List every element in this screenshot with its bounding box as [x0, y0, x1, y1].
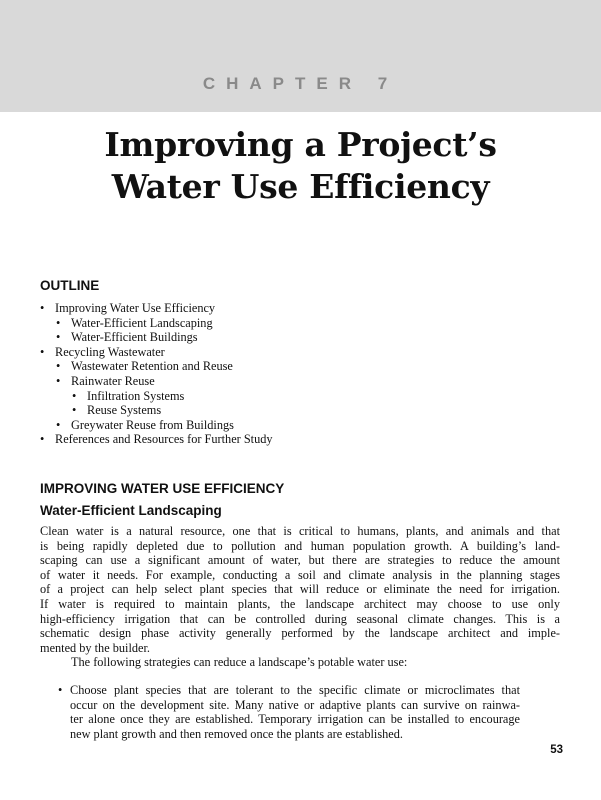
bullet-icon: •	[72, 388, 77, 403]
body-paragraph	[40, 524, 560, 670]
outline-item-label: Infiltration Systems	[87, 388, 185, 403]
list-item-line: ter alone once they are established. Temporary irrigation can be installed to encourage	[70, 712, 520, 727]
outline-item-label: Water-Efficient Landscaping	[71, 315, 213, 330]
outline-item	[40, 418, 560, 433]
outline-item-label: Greywater Reuse from Buildings	[71, 417, 234, 432]
outline-item	[40, 432, 560, 447]
paragraph-line: of water it needs. For example, conducting a soil and climate analysis in the planning stages	[40, 567, 560, 582]
list-item-line: new plant growth and then removed once the plants are established.	[70, 726, 403, 741]
section-heading: IMPROVING WATER USE EFFICIENCY	[40, 481, 285, 496]
outline-item-label: Recycling Wastewater	[55, 344, 165, 359]
bullet-icon: •	[72, 403, 77, 418]
subsection-heading: Water-Efficient Landscaping	[40, 503, 222, 518]
chapter-title	[0, 124, 601, 208]
bullet-icon: •	[40, 344, 45, 359]
outline-item	[40, 330, 560, 345]
bullet-icon: •	[56, 373, 61, 388]
paragraph-line: mented by the builder.	[40, 640, 150, 655]
paragraph-line: If water is required to maintain plants, the landscape architect may choose to use only	[40, 596, 560, 611]
outline-item	[40, 374, 560, 389]
bullet-icon: •	[56, 359, 61, 374]
chapter-header-band	[0, 0, 601, 112]
list-item-line: Choose plant species that are tolerant to the specific climate or microclimates that	[70, 683, 520, 697]
chapter-label: CHAPTER 7	[202, 74, 399, 93]
paragraph-line: Clean water is a natural resource, one that is critical to humans, plants, and animals and that	[40, 524, 560, 538]
bullet-icon: •	[40, 432, 45, 447]
outline-item-label: Improving Water Use Efficiency	[55, 301, 216, 315]
outline-item	[40, 389, 560, 404]
outline-item-label: Rainwater Reuse	[71, 373, 155, 388]
paragraph-line: of a project can help select plant species that will reduce or eliminate the need for irrigation.	[40, 582, 560, 597]
strategies-intro: The following strategies can reduce a landscape’s potable water use:	[71, 655, 408, 670]
paragraph-line: schematic design phase activity generally performed by the landscape architect and imple-	[40, 626, 560, 641]
outline-item	[40, 359, 560, 374]
chapter-title-line-2: Water Use Efficiency	[111, 167, 490, 206]
paragraph-line: high-efficiency irrigation that can be controlled during seasonal climate changes. This is a	[40, 611, 560, 626]
bullet-icon: •	[40, 301, 45, 315]
chapter-title-line-1: Improving a Project’s	[104, 125, 497, 164]
bullet-icon: •	[56, 417, 61, 432]
outline-item	[40, 345, 560, 360]
paragraph-line: scaping can use a significant amount of water, but there are strategies to reduce the amount	[40, 553, 560, 568]
bullet-icon: •	[56, 315, 61, 330]
list-item-line: occur on the development site. Many native or adaptive plants can survive on rainwa-	[70, 697, 520, 712]
outline-list	[40, 301, 560, 447]
bullet-icon: •	[58, 683, 63, 697]
outline-item-label: Water-Efficient Buildings	[71, 330, 198, 345]
outline-item	[40, 403, 560, 418]
outline-heading: OUTLINE	[40, 278, 100, 293]
outline-item-label: Reuse Systems	[87, 403, 162, 418]
outline-item-label: References and Resources for Further Study	[55, 432, 273, 447]
outline-item-label: Wastewater Retention and Reuse	[71, 359, 233, 374]
bullet-icon: •	[56, 330, 61, 345]
outline-item	[40, 301, 560, 316]
outline-item	[40, 316, 560, 331]
strategy-list-item	[58, 683, 520, 741]
paragraph-line: is being rapidly depleted due to pollution and human population growth. A building’s land-	[40, 538, 560, 553]
page-number: 53	[550, 744, 563, 756]
